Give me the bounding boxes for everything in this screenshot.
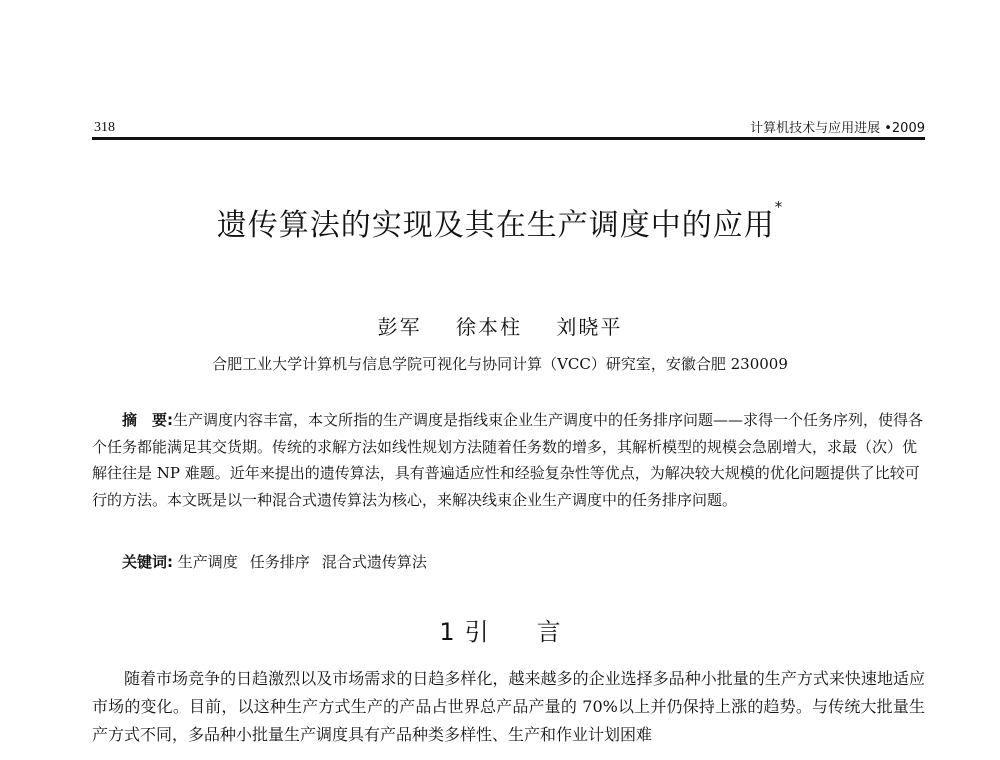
keywords-label: 关键词:: [122, 553, 173, 571]
author: 彭军: [377, 315, 422, 339]
title-footnote-mark: *: [774, 198, 784, 216]
abstract-text: 生产调度内容丰富，本文所指的生产调度是指线束企业生产调度中的任务排序问题——求得一个任务序列，使得各个任务都能满足其交货期。传统的求解方法如线性规划方法随着任务数的增多，其解析模型的规模会急剧增大，求最（次）优解往往是 NP 难题。近年来提出的遗传算法，具有普遍适应性和经验复杂性等优点，为解决较大规模的优化问题提供了比较可行的方法。本文既是以一种混合式遗传算法为核心，来解决线束企业生产调度中的任务排序问题。: [92, 411, 924, 509]
abstract-label: 摘 要:: [122, 411, 173, 429]
author-list: [0, 311, 1000, 340]
page-number: 318: [94, 120, 115, 135]
abstract: [92, 407, 925, 513]
paper-title: [0, 200, 1000, 244]
keyword: 混合式遗传算法: [321, 553, 427, 571]
paper-title-text: 遗传算法的实现及其在生产调度中的应用: [216, 208, 775, 243]
keyword: 任务排序: [249, 553, 310, 571]
affiliation: 合肥工业大学计算机与信息学院可视化与协同计算（VCC）研究室，安徽合肥 230009: [212, 355, 788, 373]
keywords: [122, 551, 922, 572]
section-title-part: 引: [464, 618, 489, 646]
section-number: 1: [439, 618, 455, 646]
author: 刘晓平: [556, 315, 623, 339]
running-header: [92, 117, 925, 140]
author: 徐本柱: [456, 315, 522, 339]
section-heading: [0, 612, 1000, 647]
keyword: 生产调度: [177, 553, 238, 571]
section-title-part: 言: [536, 618, 561, 646]
journal-name: 计算机技术与应用进展 •2009: [750, 121, 925, 136]
body-paragraph: 随着市场竞争的日趋激烈以及市场需求的日趋多样化，越来越多的企业选择多品种小批量的生产方式来快速地适应市场的变化。目前，以这种生产方式生产的产品占世界总产品产量的 70%以上并仍保持上涨的趋势。与传统大批量生产方式不同，多品种小批量生产调度具有产品种类多样性、生产和作业计划困难: [92, 669, 925, 744]
